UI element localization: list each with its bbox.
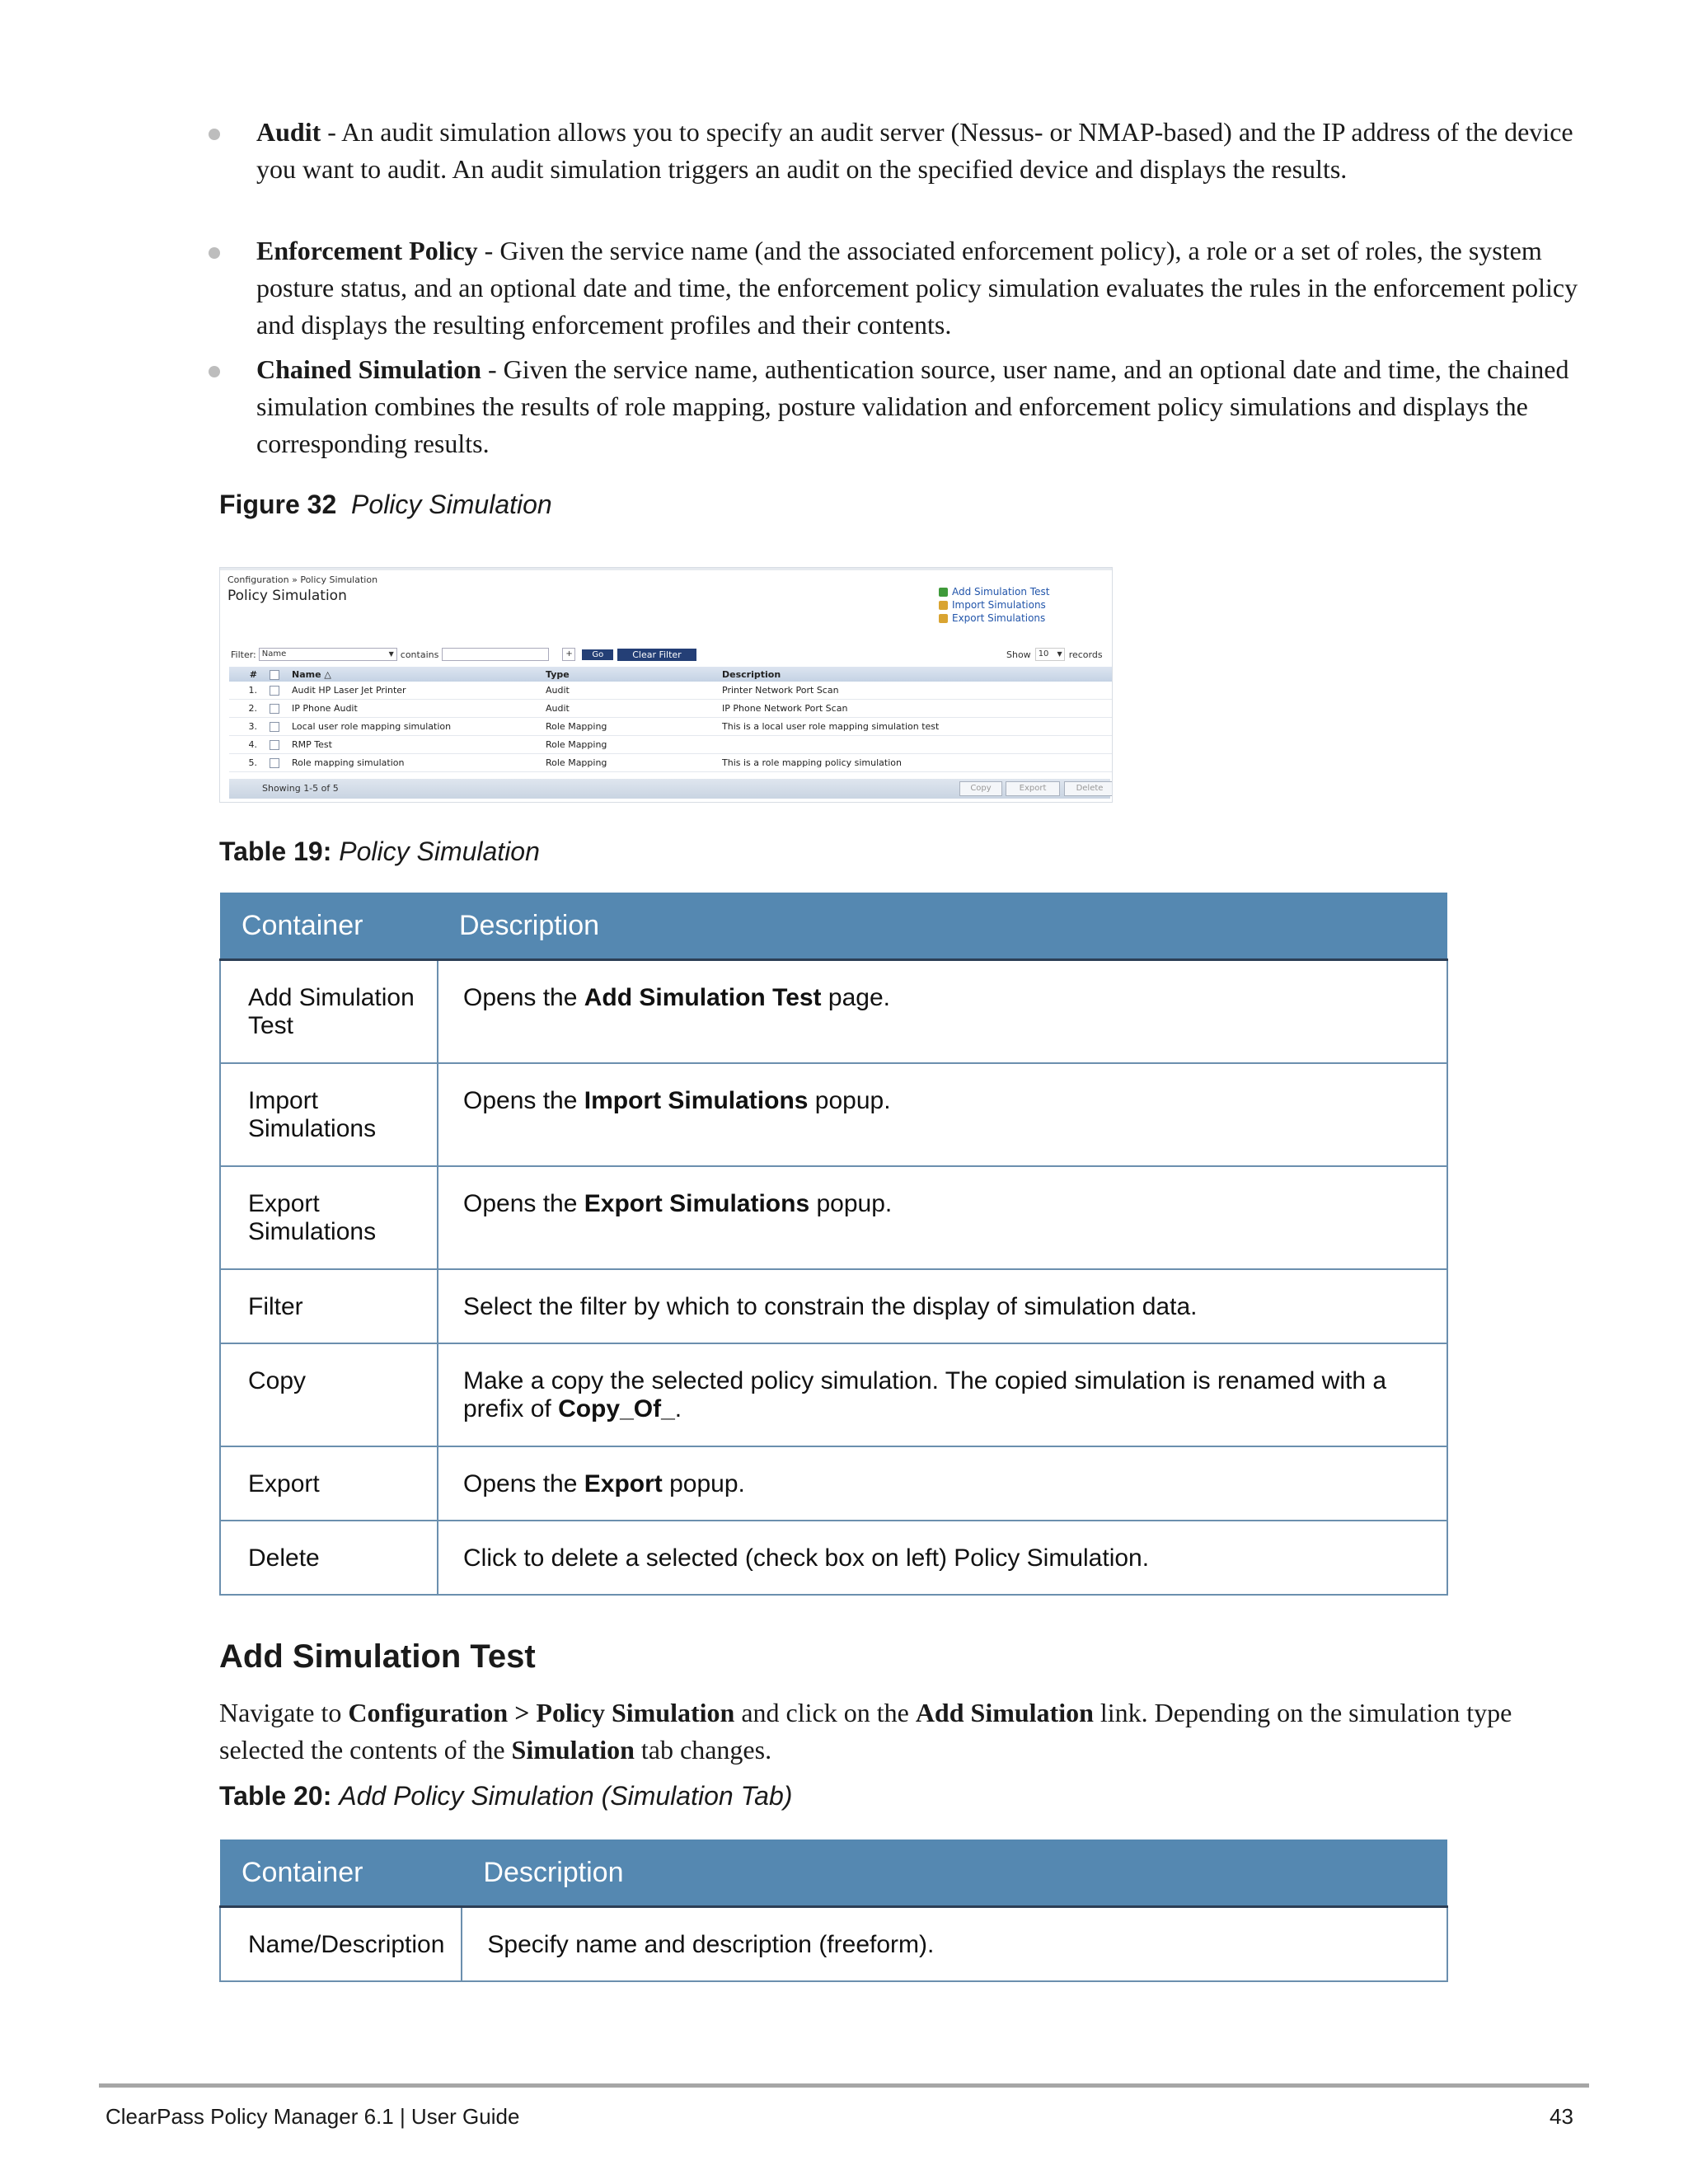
import-icon — [939, 601, 948, 610]
table-row: Filter Select the filter by which to constrain the display of simulation data. — [220, 1269, 1447, 1343]
section-paragraph: Navigate to Configuration > Policy Simulation and click on the Add Simulation link. Depending on the simulation type selected the contents of the Simulation tab changes. — [219, 1698, 1512, 1765]
figure-caption — [219, 490, 552, 520]
table20-title: Add Policy Simulation (Simulation Tab) — [339, 1781, 793, 1811]
bullet-term: Enforcement Policy — [256, 236, 478, 265]
header-description: Description — [438, 893, 1447, 960]
bullet-dot-icon — [209, 366, 220, 377]
table-row: Copy Make a copy the selected policy simulation. The copied simulation is renamed with a prefix of Copy_Of_. — [220, 1343, 1447, 1446]
records-select[interactable]: 10 ▼ — [1035, 648, 1065, 661]
row-checkbox[interactable] — [260, 754, 288, 772]
export-icon — [939, 614, 948, 623]
table-footer — [229, 779, 1110, 799]
figure-label: Figure 32 — [219, 490, 337, 519]
table-row: Add Simulation Test Opens the Add Simulation Test page. — [220, 960, 1447, 1063]
table-row[interactable]: 4. RMP Test Role Mapping — [229, 736, 1113, 754]
add-filter-icon[interactable]: + — [562, 648, 575, 661]
simulation-table — [229, 667, 1113, 772]
row-checkbox[interactable] — [260, 700, 288, 718]
header-container: Container — [220, 1840, 462, 1907]
table-row[interactable]: 2. IP Phone Audit Audit IP Phone Network Port Scan — [229, 700, 1113, 718]
bullet-dot-icon — [209, 129, 220, 140]
table19-title: Policy Simulation — [339, 837, 540, 866]
filter-value-input[interactable] — [442, 648, 549, 661]
table-row[interactable]: 3. Local user role mapping simulation Role Mapping This is a local user role mapping simulation test — [229, 718, 1113, 736]
copy-button[interactable]: Copy — [959, 781, 1002, 796]
show-label: Show — [1006, 649, 1031, 660]
table-row[interactable]: 1. Audit HP Laser Jet Printer Audit Printer Network Port Scan — [229, 682, 1113, 700]
col-description[interactable]: Description — [719, 667, 1113, 682]
filter-select[interactable]: Name ▼ — [259, 648, 397, 661]
table20-caption — [219, 1781, 792, 1811]
delete-button[interactable]: Delete — [1064, 781, 1113, 796]
page-title: Policy Simulation — [227, 588, 347, 604]
col-number: # — [229, 667, 260, 682]
bullet-term: Chained Simulation — [256, 354, 481, 384]
filter-bar — [231, 648, 696, 661]
col-name[interactable]: Name △ — [288, 667, 542, 682]
table-row[interactable]: 5. Role mapping simulation Role Mapping This is a role mapping policy simulation — [229, 754, 1113, 772]
clear-filter-button[interactable]: Clear Filter — [617, 649, 696, 661]
filter-label: Filter: — [231, 649, 256, 660]
select-all-checkbox[interactable] — [260, 667, 288, 682]
section-heading: Add Simulation Test — [219, 1638, 536, 1675]
page-number: 43 — [1550, 2104, 1573, 2129]
showing-count: Showing 1-5 of 5 — [262, 783, 339, 794]
header-description: Description — [462, 1840, 1447, 1907]
bullet-text: - An audit simulation allows you to specify an audit server (Nessus- or NMAP-based) and the IP address of the device you want to audit. An audit simulation triggers an audit on the specified device and displays the results. — [256, 117, 1573, 184]
table20-label: Table 20: — [219, 1781, 332, 1811]
contains-label: contains — [400, 649, 439, 660]
table-row: Import Simulations Opens the Import Simulations popup. — [220, 1063, 1447, 1166]
footer-guide-title: ClearPass Policy Manager 6.1 | User Guide — [106, 2104, 520, 2129]
add-policy-simulation-table — [219, 1840, 1448, 1982]
add-simulation-test-link[interactable]: Add Simulation Test — [939, 585, 1049, 598]
bullet-audit — [216, 114, 1584, 188]
bullet-term: Audit — [256, 117, 321, 147]
footer-rule — [99, 2083, 1589, 2088]
row-checkbox[interactable] — [260, 718, 288, 736]
action-links — [939, 585, 1049, 625]
bullet-dot-icon — [209, 247, 220, 259]
table-row: Name/Description Specify name and description (freeform). — [220, 1907, 1447, 1981]
bullet-text: - Given the service name, authentication source, user name, and an optional date and time, the chained simulation combines the results of role mapping, posture validation and enforcement policy simulations and displays the corresponding results. — [256, 354, 1569, 458]
row-checkbox[interactable] — [260, 682, 288, 700]
records-per-page — [1006, 648, 1103, 661]
breadcrumb[interactable]: Configuration » Policy Simulation — [227, 574, 378, 585]
col-type[interactable]: Type — [542, 667, 719, 682]
bullet-text: - Given the service name (and the associated enforcement policy), a role or a set of roles, the system posture status, and an optional date and time, the enforcement policy simulation evaluates the rules in the enforcement policy and displays the resulting enforcement profiles and their contents. — [256, 236, 1578, 340]
bullet-enforcement-policy — [216, 232, 1584, 344]
export-button[interactable]: Export — [1006, 781, 1060, 796]
chevron-down-icon: ▼ — [1057, 650, 1062, 658]
add-icon — [939, 588, 948, 597]
figure-title: Policy Simulation — [351, 490, 552, 519]
chevron-down-icon: ▼ — [388, 650, 394, 658]
bullet-list — [216, 114, 1584, 462]
screenshot-top-bar — [220, 568, 1112, 570]
policy-simulation-table — [219, 893, 1448, 1596]
table19-caption — [219, 837, 540, 867]
table19-label: Table 19: — [219, 837, 332, 866]
policy-simulation-screenshot — [219, 567, 1113, 803]
table-row: Export Opens the Export popup. — [220, 1446, 1447, 1521]
bullet-chained-simulation — [216, 351, 1584, 462]
header-container: Container — [220, 893, 438, 960]
go-button[interactable]: Go — [582, 649, 613, 660]
export-simulations-link[interactable]: Export Simulations — [939, 612, 1049, 625]
table-row: Export Simulations Opens the Export Simulations popup. — [220, 1166, 1447, 1269]
table-row: Delete Click to delete a selected (check box on left) Policy Simulation. — [220, 1521, 1447, 1595]
import-simulations-link[interactable]: Import Simulations — [939, 598, 1049, 612]
row-checkbox[interactable] — [260, 736, 288, 754]
records-label: records — [1068, 649, 1103, 660]
